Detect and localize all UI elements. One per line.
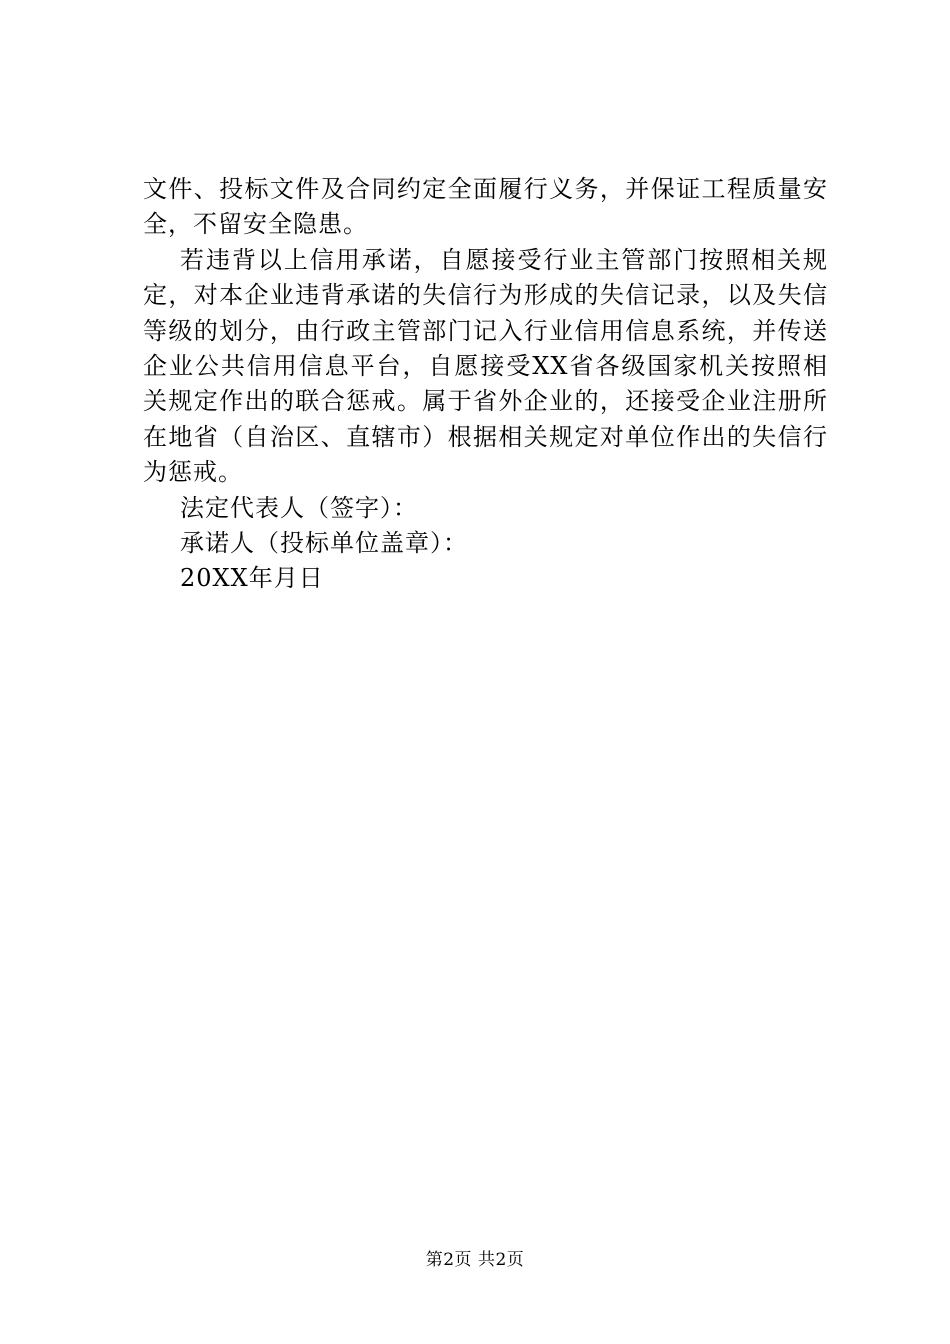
- paragraph-continued: 文件、投标文件及合同约定全面履行义务，并保证工程质量安全，不留安全隐患。: [143, 175, 828, 239]
- date-line: 20XX年月日: [180, 564, 324, 593]
- legal-representative-line: 法定代表人（签字）：: [180, 493, 418, 522]
- page-footer: 第2页 共2页: [425, 1250, 525, 1270]
- promisor-line: 承诺人（投标单位盖章）：: [180, 529, 468, 558]
- document-body: [143, 172, 828, 597]
- paragraph-penalty: 若违背以上信用承诺，自愿接受行业主管部门按照相关规定，对本企业违背承诺的失信行为形成的失信记录，以及失信等级的划分，由行政主管部门记入行业信用信息系统，并传送企业公共信用信息平台，自愿接受XX省各级国家机关按照相关规定作出的联合惩戒。属于省外企业的，还接受企业注册所在地省（自治区、直辖市）根据相关规定对单位作出的失信行为惩戒。: [143, 245, 828, 487]
